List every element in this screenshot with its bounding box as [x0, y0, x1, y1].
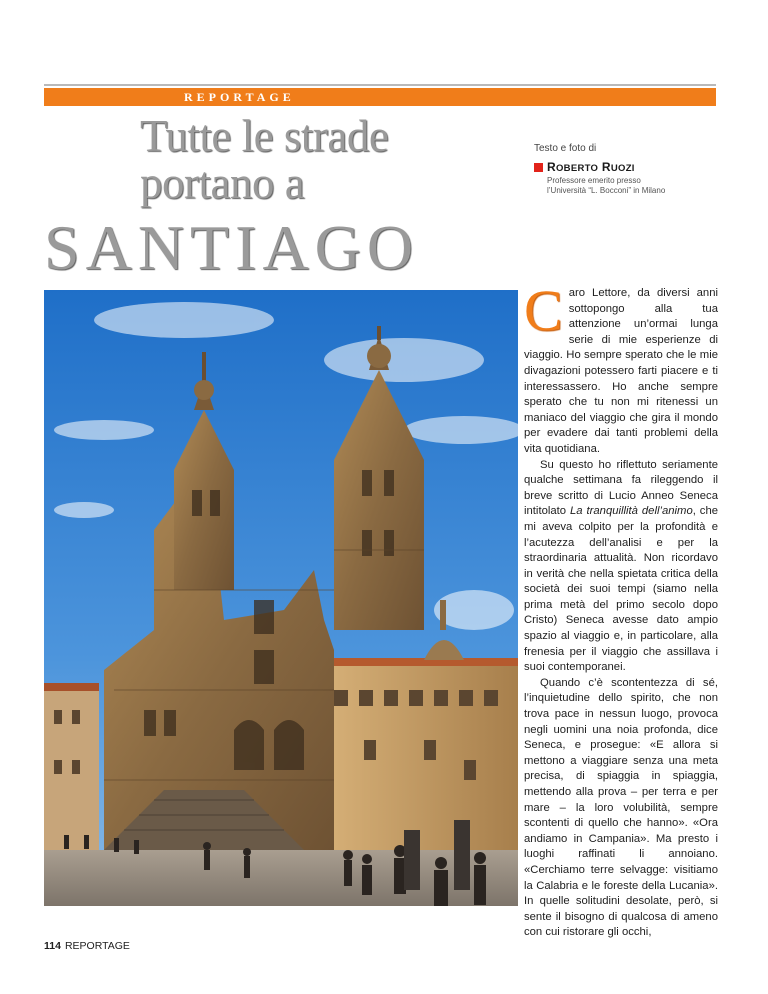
- author-marker: [534, 163, 543, 172]
- author-affiliation: Professore emerito presso l’Università “L. Bocconi” in Milano: [547, 176, 666, 195]
- photo-credit: Testo e foto di: [534, 143, 597, 154]
- top-rule: [44, 84, 716, 86]
- article-paragraph: Quando c’è scontentezza di sé, l’inquietudine dello spirito, che non trova pace in nessun luogo, provoca negli uomini una noia profonda, dice Seneca, e prosegue: «E allora si mettono a viaggiare senza una meta precisa, di spiaggia in spiaggia, mettendo alla prova – per terra e per mare – la loro volubilità, sempre scontenti di quello che hanno». «Ora andiamo in Campania». Ma presto i luoghi raffinati li annoiano. «Cerchiamo terre selvagge: visitiamo la Calabria e le foreste della Lucania». In quelle solitudini desolate, però, si sente il bisogno di qualcosa di ameno con cui ristorare gli occhi,: [524, 676, 718, 939]
- title-santiago: SANTIAGO: [44, 212, 420, 283]
- author-name: ROBERTO RUOZI: [534, 160, 635, 174]
- title-line-1: Tutte le strade: [140, 111, 389, 161]
- title-line-2: portano a: [140, 158, 305, 208]
- article-paragraph: Caro Lettore, da diversi anni sottopongo alla tua attenzione un’ormai lunga serie di mie esperienze di viaggio. Ho sempre sperato che le mie divagazioni potessero farti piacere e ti interessassero. Ho anche sempre sperato che tu non mi ritenessi un maniaco del viaggio che gira il mondo per evadere dai tanti problemi della vita quotidiana.: [524, 278, 718, 455]
- section-bar: [44, 88, 716, 106]
- drop-cap: C: [524, 278, 563, 343]
- footer-section-label: REPORTAGE: [64, 940, 130, 952]
- section-label: REPORTAGE: [184, 90, 295, 104]
- article-paragraph: Su questo ho riflettuto seriamente qualche settimana fa rileggendo il breve scritto di Lucio Anneo Seneca intitolato La tranquillità dell’animo, che mi aveva colpito per la profondità e l’acutezza dell’analisi e per la straordinaria attualità. Non ricordavo in verità che nella spietata critica della società dei suoi tempi (siamo nella prima metà del primo secolo dopo Cristo) Seneca avesse dato ampio spazio al viaggio e, in particolare, alla frenesia per il viaggio che assillava i suoi contemporanei.: [524, 458, 719, 674]
- page-number: 114: [44, 940, 61, 952]
- cathedral-photo: [44, 290, 518, 906]
- article-body: [524, 278, 719, 941]
- page-footer: [44, 940, 130, 952]
